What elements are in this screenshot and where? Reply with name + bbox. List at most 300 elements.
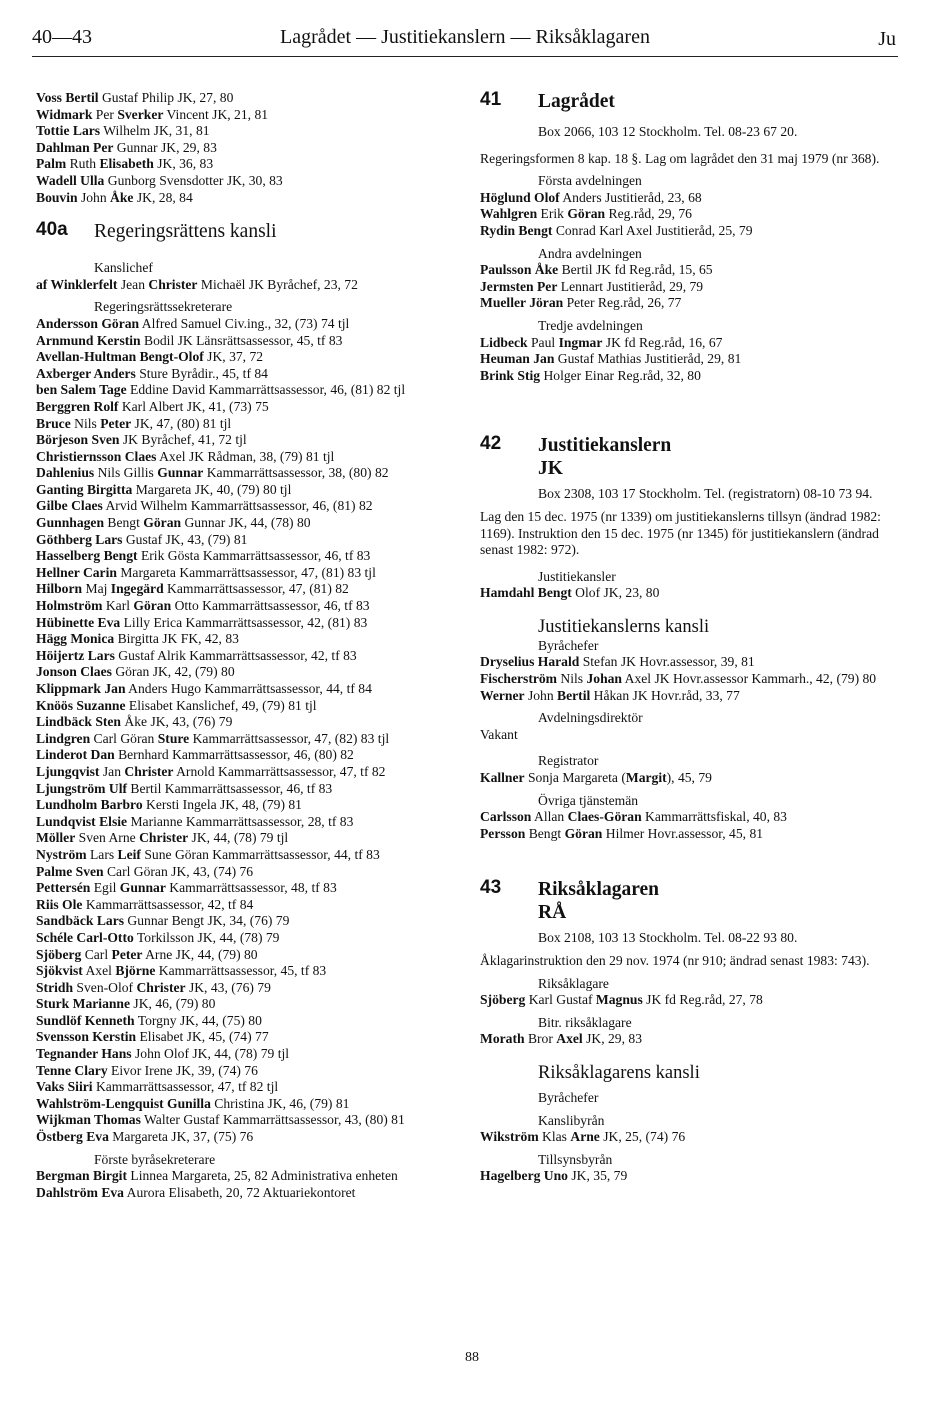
entry-details: Karl Albert JK, 41, (73) 75 <box>118 398 269 414</box>
entry-details: Sune Göran Kammarrättsassessor, 44, tf 83 <box>140 846 380 862</box>
surname: Widmark <box>36 106 93 122</box>
surname: Dahlman Per <box>36 139 114 155</box>
entry-details: JK, 29, 83 <box>582 1031 642 1047</box>
entry-details: Hilmer Hovr.assessor, 45, 81 <box>602 825 764 841</box>
entry-details: Anders Justitieråd, 23, 68 <box>559 189 702 205</box>
surname: Hellner Carin <box>36 564 117 580</box>
registrator-list <box>480 770 898 787</box>
surname: Ljungqvist <box>36 763 100 779</box>
group-label: Byråchefer <box>538 1089 599 1105</box>
surname: Kallner <box>480 770 525 786</box>
legal-basis: Regeringsformen 8 kap. 18 §. Lag om lagrådet den 31 maj 1979 (nr 368). <box>480 150 880 166</box>
surname: Hasselberg Bengt <box>36 548 138 564</box>
person-entry <box>36 930 448 947</box>
surname: Pettersén <box>36 880 91 896</box>
entry-details: Linnea Margareta, 25, 82 Administrativa enheten <box>127 1168 398 1184</box>
section-42 <box>480 434 898 480</box>
person-entry <box>480 671 898 688</box>
surname: Peter <box>111 946 143 962</box>
entry-details: Göran JK, 42, (79) 80 <box>111 664 235 680</box>
forste-list <box>36 1168 448 1201</box>
group-label: Registrator <box>538 753 599 769</box>
surname: Bertil <box>557 687 591 703</box>
entry-details: John Olof JK, 44, (78) 79 tjl <box>131 1046 290 1062</box>
entry-details: Gunnar JK, 44, (78) 80 <box>181 515 311 531</box>
person-entry <box>480 223 898 240</box>
section-abbreviation: RÅ <box>538 902 567 924</box>
group-label: Övriga tjänstemän <box>538 792 639 808</box>
section-number: 43 <box>480 877 502 899</box>
byrachefer-list <box>480 654 898 704</box>
surname: Gunnhagen <box>36 515 105 531</box>
group-entries <box>480 190 898 240</box>
person-entry <box>36 864 448 881</box>
person-entry <box>36 897 448 914</box>
person-entry <box>36 1185 448 1202</box>
surname: Lidbeck <box>480 334 528 350</box>
person-entry <box>36 847 448 864</box>
person-entry <box>36 548 448 565</box>
entry-details: Margareta JK, 37, (75) 76 <box>108 1129 254 1145</box>
person-entry <box>480 190 898 207</box>
entry-details: JK, 47, (80) 81 tjl <box>131 415 232 431</box>
person-entry <box>36 333 448 350</box>
person-entry <box>36 814 448 831</box>
entry-details: Wilhelm JK, 31, 81 <box>100 123 210 139</box>
surname: Göran <box>143 515 182 531</box>
entry-details: Birgitta JK FK, 42, 83 <box>114 631 239 647</box>
group-label: Kanslichef <box>94 260 153 276</box>
entry-details: Walter Gustaf Kammarrättsassessor, 43, (80) 81 <box>140 1112 405 1128</box>
ra-list <box>480 992 898 1009</box>
group-label: Bitr. riksåklagare <box>538 1014 632 1030</box>
entry-details: Axel <box>82 963 116 979</box>
section-abbreviation: JK <box>538 458 563 480</box>
entry-details: Allan <box>531 809 568 825</box>
surname: Holmström <box>36 598 103 614</box>
surname: Sjöberg <box>36 946 82 962</box>
person-entry <box>36 731 448 748</box>
person-entry <box>36 532 448 549</box>
person-entry <box>36 565 448 582</box>
entry-details: Lennart Justitieråd, 29, 79 <box>557 278 704 294</box>
person-entry <box>36 1112 448 1129</box>
group-label: Tillsynsbyrån <box>538 1151 613 1167</box>
surname: Nyström <box>36 846 87 862</box>
entry-details: Carl <box>81 946 112 962</box>
surname: Möller <box>36 830 76 846</box>
person-entry <box>36 747 448 764</box>
entry-details: Conrad Karl Axel Justitieråd, 25, 79 <box>552 222 753 238</box>
entry-details: Karl <box>102 598 134 614</box>
surname: Knöös Suzanne <box>36 697 126 713</box>
surname: Tottie Lars <box>36 123 101 139</box>
entry-details: Elisabet Kanslichef, 49, (79) 81 tjl <box>125 697 317 713</box>
surname: Christer <box>139 830 189 846</box>
person-entry <box>36 764 448 781</box>
person-entry <box>480 1168 898 1185</box>
surname: Arnmund Kerstin <box>36 332 141 348</box>
surname: Svensson Kerstin <box>36 1029 137 1045</box>
running-title: Lagrådet — Justitiekanslern — Riksåklagaren <box>280 26 650 48</box>
entry-details: JK Byråchef, 41, 72 tjl <box>119 432 247 448</box>
entry-details: Margareta JK, 40, (79) 80 tjl <box>132 481 292 497</box>
entry-details: Arne JK, 44, (79) 80 <box>142 946 258 962</box>
person-entry <box>36 156 448 173</box>
surname: Andersson Göran <box>36 315 140 331</box>
entry-details: JK, 35, 79 <box>567 1168 628 1184</box>
surname: Jonson Claes <box>36 664 112 680</box>
kanslibyran-list <box>480 1129 898 1146</box>
entry-details: Kammarrättsassessor, 48, tf 83 <box>165 880 337 896</box>
surname: Göran <box>564 825 603 841</box>
entry-details: Kammarrättsassessor, 47, tf 82 tjl <box>92 1079 279 1095</box>
entry-details: Per <box>92 106 118 122</box>
entry-details: Kammarrättsassessor, 45, tf 83 <box>155 963 327 979</box>
entry-details: Gunborg Svensdotter JK, 30, 83 <box>104 172 283 188</box>
surname: Jermsten Per <box>480 278 558 294</box>
surname: Klippmark Jan <box>36 681 126 696</box>
entry-details: Klas <box>538 1129 571 1145</box>
surname: Dryselius Harald <box>480 654 580 670</box>
person-entry <box>36 173 448 190</box>
person-entry <box>36 90 448 107</box>
group-label: Byråchefer <box>538 637 599 653</box>
surname: Wahlgren <box>480 206 538 222</box>
surname: Brink Stig <box>480 367 541 383</box>
entry-details: John <box>77 189 111 205</box>
surname: Lindgren <box>36 730 91 746</box>
surname: Sandbäck Lars <box>36 913 125 929</box>
kanslichef-list <box>36 277 448 294</box>
surname: Elisabeth <box>99 156 154 172</box>
surname: Peter <box>100 415 132 431</box>
surname: Morath <box>480 1031 525 1047</box>
surname: Rydin Bengt <box>480 222 553 238</box>
address: Box 2066, 103 12 Stockholm. Tel. 08-23 67 20. <box>538 124 798 139</box>
person-entry <box>36 1029 448 1046</box>
surname: Avellan-Hultman Bengt-Olof <box>36 349 204 365</box>
person-entry <box>36 277 448 294</box>
person-entry <box>36 366 448 383</box>
person-entry <box>36 1063 448 1080</box>
person-entry <box>36 107 448 124</box>
entry-details: Gustaf JK, 43, (79) 81 <box>122 531 248 547</box>
surname: Björne <box>115 963 156 979</box>
surname: Lundqvist Elsie <box>36 813 128 829</box>
entry-details: JK, 44, (78) 79 tjl <box>188 830 289 846</box>
group-label: Förste byråsekreterare <box>94 1151 216 1167</box>
surname: Christer <box>148 276 198 292</box>
person-entry <box>480 688 898 705</box>
surname: Östberg Eva <box>36 1129 109 1145</box>
group-label: Riksåklagare <box>538 975 609 991</box>
subsection-title: Riksåklagarens kansli <box>538 1062 700 1083</box>
surname: Ingmar <box>558 334 603 350</box>
surname: Sture <box>157 730 190 746</box>
group-label: Tredje avdelningen <box>538 317 643 333</box>
surname: ben Salem Tage <box>36 382 127 398</box>
entry-details: Alfred Samuel Civ.ing., 32, (73) 74 tjl <box>139 315 350 331</box>
surname: Stridh <box>36 979 74 995</box>
surname: Berggren Rolf <box>36 398 119 414</box>
person-entry <box>36 681 448 698</box>
surname: Christer <box>124 763 174 779</box>
person-entry <box>36 1046 448 1063</box>
person-entry <box>36 416 448 433</box>
person-entry <box>36 615 448 632</box>
entry-details: JK, 28, 84 <box>133 189 193 205</box>
surname: Göran <box>133 598 172 614</box>
section-title: Regeringsrättens kansli <box>94 221 277 243</box>
surname: Palme Sven <box>36 863 104 879</box>
surname: Wahlström-Lengquist Gunilla <box>36 1095 211 1111</box>
surname: Axel <box>556 1031 583 1047</box>
group-label: Andra avdelningen <box>538 245 642 261</box>
surname: Paulsson Åke <box>480 262 559 278</box>
person-entry <box>480 770 898 787</box>
tillsyn-list <box>480 1168 898 1185</box>
entry-details: Kammarrättsassessor, 38, (80) 82 <box>203 465 389 481</box>
section-41 <box>480 90 898 124</box>
person-entry <box>36 598 448 615</box>
person-entry <box>480 809 898 826</box>
person-entry <box>36 1096 448 1113</box>
person-entry <box>480 992 898 1009</box>
surname: Börjeson Sven <box>36 432 120 448</box>
person-entry <box>36 980 448 997</box>
surname: Leif <box>117 846 141 862</box>
section-40a <box>36 220 448 254</box>
person-entry <box>36 399 448 416</box>
person-entry <box>36 581 448 598</box>
surname: Carlsson <box>480 809 532 825</box>
entry-details: Arvid Wilhelm Kammarrättsassessor, 46, (81) 82 <box>102 498 373 514</box>
surname: Christer <box>136 979 186 995</box>
person-entry <box>36 714 448 731</box>
person-entry <box>36 698 448 715</box>
group-entries <box>480 262 898 312</box>
surname: Riis Ole <box>36 896 83 912</box>
section-tag: Ju <box>878 28 896 50</box>
entry-details: Nils <box>70 415 101 431</box>
person-entry <box>36 1168 448 1185</box>
group-label: Kanslibyrån <box>538 1112 605 1128</box>
person-entry <box>36 465 448 482</box>
surname: Wijkman Thomas <box>36 1112 141 1128</box>
entry-details: Bengt <box>104 515 144 531</box>
entry-details: Gustaf Alrik Kammarrättsassessor, 42, tf 83 <box>114 647 357 663</box>
surname: Hübinette Eva <box>36 614 121 630</box>
legal-basis: Åklagarinstruktion den 29 nov. 1974 (nr 910; ändrad senast 1983: 743). <box>480 953 870 968</box>
surname: Voss Bertil <box>36 90 99 105</box>
entry-details: Christina JK, 46, (79) 81 <box>210 1095 350 1111</box>
person-entry <box>36 830 448 847</box>
entry-details: Stefan JK Hovr.assessor, 39, 81 <box>579 654 755 670</box>
entry-details: Olof JK, 23, 80 <box>571 585 660 601</box>
surname: Margit <box>625 770 667 786</box>
entry-details: ), 45, 79 <box>666 770 712 786</box>
person-entry <box>36 140 448 157</box>
address: Box 2308, 103 17 Stockholm. Tel. (registratorn) 08-10 73 94. <box>538 486 873 502</box>
entry-details: JK fd Reg.råd, 27, 78 <box>642 992 763 1008</box>
person-entry <box>36 648 448 665</box>
surname: Tegnander Hans <box>36 1046 132 1062</box>
entry-details: Kammarrättsassessor, 47, (81) 82 <box>163 581 349 597</box>
surname: Höijertz Lars <box>36 647 115 663</box>
entry-details: Axel JK Hovr.assessor Kammarh., 42, (79) 80 <box>622 671 877 687</box>
entry-details: Kammarrättsfiskal, 40, 83 <box>641 809 787 825</box>
group-entries <box>480 335 898 385</box>
section-title: Riksåklagaren <box>538 879 659 901</box>
person-entry <box>36 797 448 814</box>
surname: Heuman Jan <box>480 351 555 367</box>
entry-details: Torkilsson JK, 44, (78) 79 <box>133 929 280 945</box>
entry-details: Lilly Erica Kammarrättsassessor, 42, (81) 83 <box>120 614 368 630</box>
entry-details: JK fd Reg.råd, 16, 67 <box>602 334 723 350</box>
page-number: 88 <box>465 1350 479 1365</box>
entry-details: Anders Hugo Kammarrättsassessor, 44, tf 84 <box>125 681 372 696</box>
entry-details: Otto Kammarrättsassessor, 46, tf 83 <box>171 598 370 614</box>
person-entry <box>36 996 448 1013</box>
surname: Gilbe Claes <box>36 498 103 514</box>
surname: Dahlenius <box>36 465 95 481</box>
entry-details: John <box>524 687 558 703</box>
surname: Sundlöf Kenneth <box>36 1012 135 1028</box>
surname: Axberger Anders <box>36 365 136 381</box>
entry-details: Gustaf Philip JK, 27, 80 <box>98 90 234 105</box>
surname: Mueller Jöran <box>480 295 564 311</box>
entry-details: Michaël JK Byråchef, 23, 72 <box>197 276 358 292</box>
surname: Hilborn <box>36 581 83 597</box>
person-entry <box>480 654 898 671</box>
entry-details: Gunnar JK, 29, 83 <box>113 139 217 155</box>
entry-details: Nils Gillis <box>94 465 158 481</box>
surname: Wadell Ulla <box>36 172 105 188</box>
person-entry <box>36 664 448 681</box>
entry-details: Marianne Kammarrättsassessor, 28, tf 83 <box>127 813 354 829</box>
person-entry <box>480 351 898 368</box>
entry-details: Egil <box>90 880 120 896</box>
entry-details: Sven Arne <box>75 830 140 846</box>
surname: Schéle Carl-Otto <box>36 929 134 945</box>
person-entry <box>36 1079 448 1096</box>
entry-details: Nils <box>557 671 587 687</box>
surname: Persson <box>480 825 526 841</box>
entry-details: JK, 36, 83 <box>153 156 214 172</box>
entry-details: Bror <box>524 1031 557 1047</box>
surname: Hagelberg Uno <box>480 1168 568 1184</box>
entry-details: Carl Göran JK, 43, (74) 76 <box>103 863 254 879</box>
surname: Bergman Birgit <box>36 1168 127 1184</box>
person-entry <box>36 913 448 930</box>
entry-details: JK, 25, (74) 76 <box>599 1129 686 1145</box>
entry-details: Elisabet JK, 45, (74) 77 <box>136 1029 269 1045</box>
entry-details: Arnold Kammarrättsassessor, 47, tf 82 <box>173 763 386 779</box>
surname: Åke <box>110 189 134 205</box>
intro-list <box>36 90 448 206</box>
person-entry <box>480 368 898 385</box>
surname: Ljungström Ulf <box>36 780 128 796</box>
surname: Palm <box>36 156 67 172</box>
surname: Christiernsson Claes <box>36 448 157 464</box>
entry-details: Paul <box>527 334 559 350</box>
entry-details: Peter Reg.råd, 26, 77 <box>563 295 682 311</box>
entry-details: Kersti Ingela JK, 48, (79) 81 <box>142 797 302 813</box>
entry-details: Bodil JK Länsrättsassessor, 45, tf 83 <box>140 332 343 348</box>
left-column <box>36 90 448 1201</box>
right-column <box>480 90 898 1185</box>
person-entry <box>36 1013 448 1030</box>
surname: Werner <box>480 687 525 703</box>
person-entry <box>36 349 448 366</box>
surname: Wikström <box>480 1129 539 1145</box>
jk-list <box>480 585 898 602</box>
bitr-list <box>480 1031 898 1048</box>
entry-details: Jan <box>99 763 125 779</box>
surname: Linderot Dan <box>36 747 115 763</box>
entry-details: Kammarrättsassessor, 42, tf 84 <box>82 896 254 912</box>
person-entry <box>36 449 448 466</box>
entry-details: JK, 37, 72 <box>203 349 264 365</box>
entry-details: Gustaf Mathias Justitieråd, 29, 81 <box>554 351 742 367</box>
subsection-title: Justitiekanslerns kansli <box>538 616 710 637</box>
entry-details: Torgny JK, 44, (75) 80 <box>134 1012 262 1028</box>
entry-details: JK, 46, (79) 80 <box>130 996 216 1012</box>
entry-details: Carl Göran <box>90 730 158 746</box>
person-entry <box>480 295 898 312</box>
surname: Göthberg Lars <box>36 531 123 547</box>
surname: Hamdahl Bengt <box>480 585 572 601</box>
group-label: Justitiekansler <box>538 568 616 584</box>
ovriga-list <box>480 809 898 842</box>
surname: Sjökvist <box>36 963 83 979</box>
person-entry <box>36 190 448 207</box>
person-entry <box>36 382 448 399</box>
entry-details: Bengt <box>525 825 565 841</box>
person-entry <box>36 781 448 798</box>
section-title: Lagrådet <box>538 91 615 112</box>
surname: Arne <box>570 1129 600 1145</box>
surname: Bouvin <box>36 189 78 205</box>
entry-details: Axel JK Rådman, 38, (79) 81 tjl <box>156 448 335 464</box>
entry-details: Sture Byrådir., 45, tf 84 <box>135 365 268 381</box>
surname: Sjöberg <box>480 992 526 1008</box>
surname: af Winklerfelt <box>36 276 118 292</box>
surname: Sverker <box>117 106 164 122</box>
person-entry <box>36 880 448 897</box>
person-entry <box>36 482 448 499</box>
entry-details: Aurora Elisabeth, 20, 72 Aktuariekontoret <box>123 1184 356 1200</box>
surname: Ganting Birgitta <box>36 481 133 497</box>
person-entry <box>480 826 898 843</box>
entry-details: Eivor Irene JK, 39, (74) 76 <box>107 1062 258 1078</box>
section-number: 41 <box>480 89 502 110</box>
surname: Lundholm Barbro <box>36 797 143 813</box>
person-entry <box>36 432 448 449</box>
section-number: 42 <box>480 433 502 455</box>
section-43 <box>480 878 898 924</box>
entry-details: Holger Einar Reg.råd, 32, 80 <box>540 367 701 383</box>
person-entry <box>36 498 448 515</box>
entry-details: Erik <box>537 206 568 222</box>
surname: Bruce <box>36 415 71 431</box>
entry-details: Kammarrättsassessor, 47, (82) 83 tjl <box>189 730 390 746</box>
entry-details: Karl Gustaf <box>525 992 596 1008</box>
person-entry <box>480 335 898 352</box>
surname: Höglund Olof <box>480 189 560 205</box>
address: Box 2108, 103 13 Stockholm. Tel. 08-22 93 80. <box>538 930 798 946</box>
